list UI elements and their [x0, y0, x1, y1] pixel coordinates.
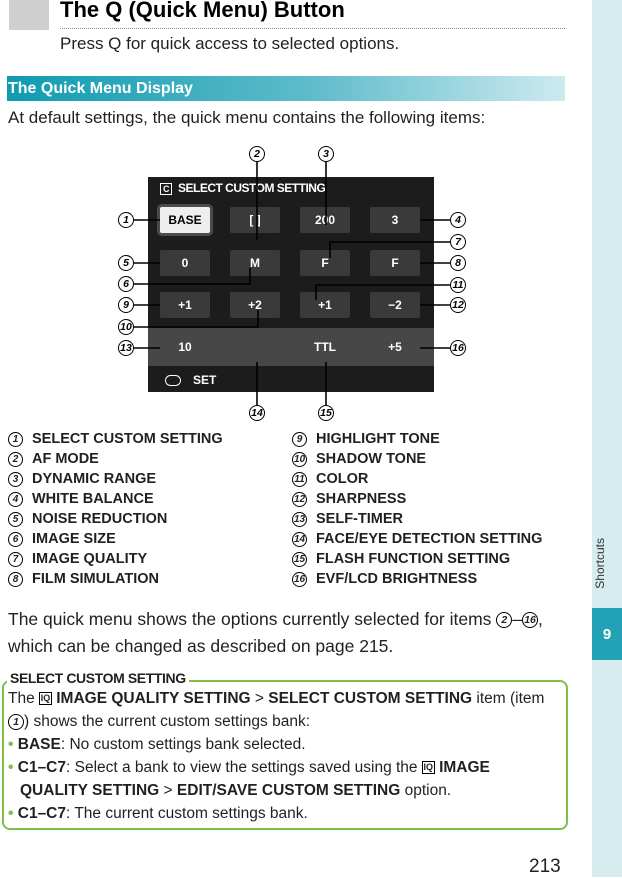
- screen-cell-3-1: +1: [160, 292, 210, 318]
- screen-cell-2-1: 0: [160, 250, 210, 276]
- legend-item: 5 NOISE REDUCTION: [8, 511, 167, 527]
- callout-5: 5: [118, 255, 134, 271]
- legend-item: 2 AF MODE: [8, 451, 99, 467]
- page-title: The Q (Quick Menu) Button: [60, 0, 345, 22]
- screen-cell-2-4: F: [370, 250, 420, 276]
- note-bullet: • C1–C7: Select a bank to view the settings saved using the IQ IMAGE: [8, 759, 490, 776]
- screen-cell-4-3: TTL: [314, 340, 336, 354]
- screen-cell-1-2: [ ]: [230, 207, 280, 233]
- callout-7: 7: [450, 234, 466, 250]
- body-paragraph: The quick menu shows the options currently selected for items 2 – 16 , which can be changed as described on page 215.: [8, 609, 543, 656]
- section-title: The Quick Menu Display: [8, 80, 193, 97]
- legend-item: 15 FLASH FUNCTION SETTING: [293, 551, 511, 567]
- intro-text: At default settings, the quick menu contains the following items:: [8, 108, 486, 127]
- image-quality-icon: IQ: [423, 762, 434, 773]
- screen-cell-1-1: BASE: [160, 207, 210, 233]
- side-tab-label: Shortcuts: [593, 538, 607, 589]
- legend-item: 11 COLOR: [292, 471, 368, 487]
- chapter-number: 9: [592, 608, 622, 660]
- legend-item: 3 DYNAMIC RANGE: [8, 471, 156, 487]
- callout-1: 1: [118, 212, 134, 228]
- screen-header-label: SELECT CUSTOM SETTING: [178, 181, 326, 195]
- legend-item: 12 SHARPNESS: [293, 491, 407, 507]
- callout-13: 13: [118, 340, 134, 356]
- note-line: QUALITY SETTING > EDIT/SAVE CUSTOM SETTING option.: [20, 782, 452, 799]
- item-ref: 2: [496, 612, 512, 628]
- callout-16: 16: [450, 340, 466, 356]
- legend-item: 13 SELF-TIMER: [293, 511, 403, 527]
- legend-item: 9 HIGHLIGHT TONE: [292, 431, 440, 447]
- callout-4: 4: [450, 212, 466, 228]
- note-line: The IQ IMAGE QUALITY SETTING > SELECT CUSTOM SETTING item (item: [8, 690, 545, 707]
- page-subtitle: Press Q for quick access to selected options.: [60, 34, 400, 53]
- custom-setting-icon: C: [160, 183, 172, 195]
- legend-item: 14 FACE/EYE DETECTION SETTING: [293, 531, 543, 547]
- page-number: 213: [529, 856, 561, 877]
- note-title: SELECT CUSTOM SETTING: [7, 670, 189, 686]
- callout-6: 6: [118, 276, 134, 292]
- legend-item: 16 EVF/LCD BRIGHTNESS: [293, 571, 478, 587]
- screen-cell-3-2: +2: [230, 292, 280, 318]
- legend-item: 1 SELECT CUSTOM SETTING: [8, 431, 223, 447]
- callout-8: 8: [450, 255, 466, 271]
- screen-cell-3-3: +1: [300, 292, 350, 318]
- callout-10: 10: [118, 319, 134, 335]
- screen-cell-4-4: +5: [388, 340, 402, 354]
- image-quality-icon: IQ: [40, 693, 51, 704]
- screen-cell-2-3: F: [300, 250, 350, 276]
- screen-cell-1-4: 3: [370, 207, 420, 233]
- note-bullet: • BASE: No custom settings bank selected.: [8, 736, 306, 753]
- callout-11: 11: [450, 277, 466, 293]
- screen-set-label: SET: [165, 373, 216, 387]
- note-line: 1 ) shows the current custom settings bank:: [8, 713, 310, 731]
- legend-item: 4 WHITE BALANCE: [8, 491, 154, 507]
- callout-3: 3: [318, 146, 334, 162]
- callout-15: 15: [318, 405, 334, 421]
- screen-cell-2-2: M: [230, 250, 280, 276]
- screen-cell-4-1: 10: [178, 340, 192, 354]
- legend-item: 7 IMAGE QUALITY: [8, 551, 147, 567]
- note-bullet: • C1–C7: The current custom settings bank.: [8, 805, 308, 822]
- legend-item: 8 FILM SIMULATION: [8, 571, 159, 587]
- legend-item: 6 IMAGE SIZE: [8, 531, 116, 547]
- screen-cell-1-3: 200: [300, 207, 350, 233]
- callout-12: 12: [450, 297, 466, 313]
- item-ref: 16: [522, 612, 538, 628]
- legend-item: 10 SHADOW TONE: [293, 451, 427, 467]
- callout-2: 2: [249, 146, 265, 162]
- callout-14: 14: [249, 405, 265, 421]
- screen-cell-3-4: −2: [370, 292, 420, 318]
- callout-9: 9: [118, 297, 134, 313]
